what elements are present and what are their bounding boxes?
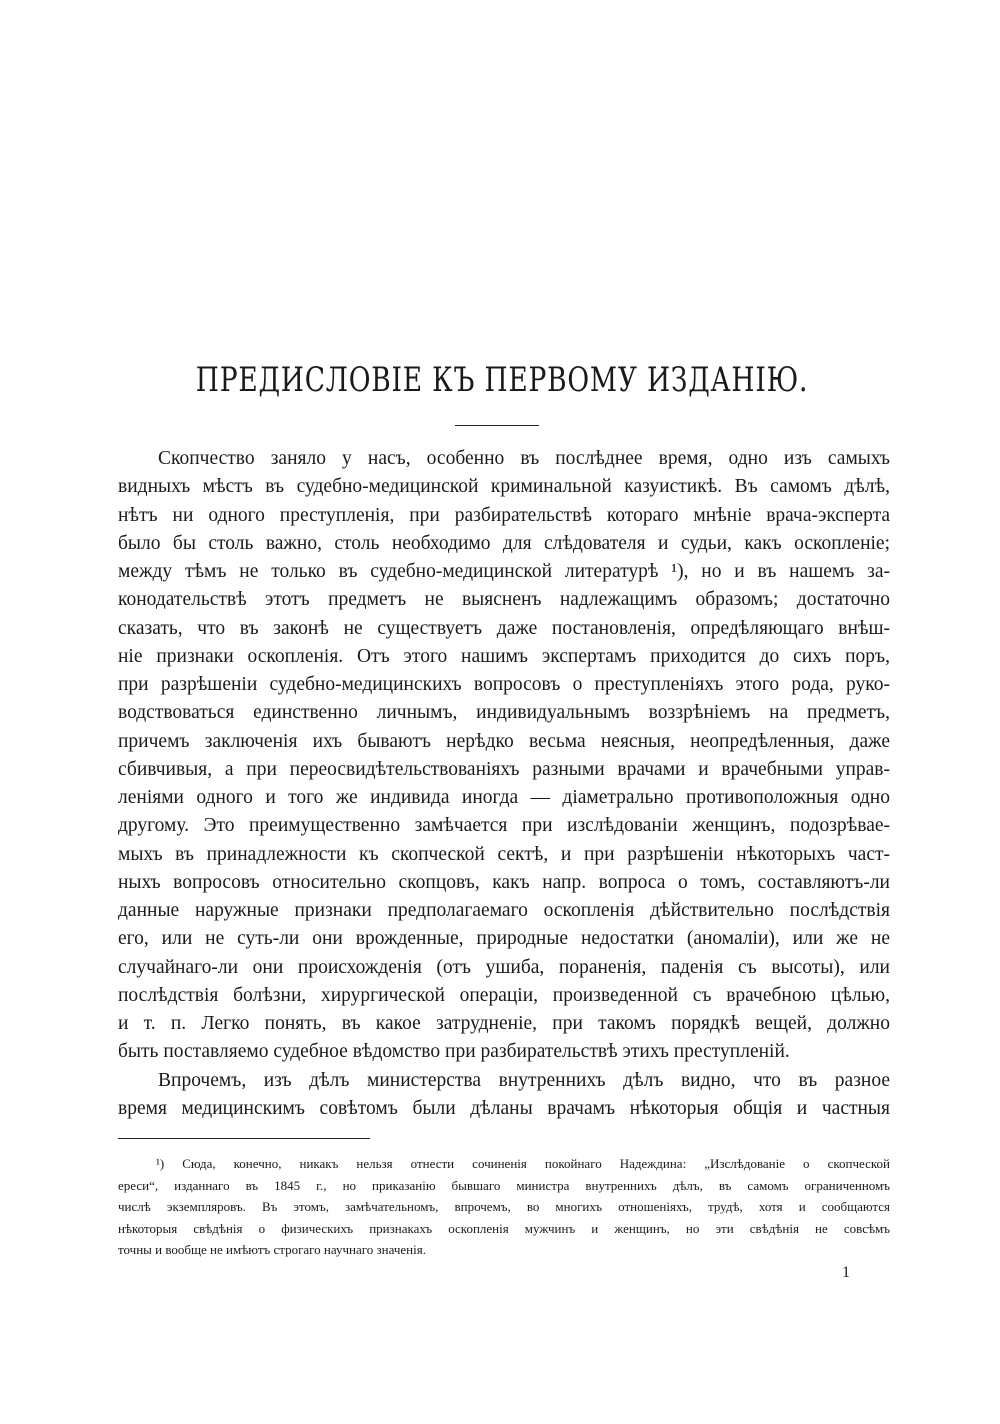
text-line: леніями одного и того же индивида иногда — діаметрально противоположныя одно — [118, 787, 890, 808]
text-line: Впрочемъ, изъ дѣлъ министерства внутреннихъ дѣлъ видно, что въ разное — [158, 1069, 890, 1091]
footnote-line: точны и вообще не имѣютъ строгаго научнаго значенія. — [118, 1242, 426, 1257]
text-line: и т. п. Легко понять, въ какое затрудненіе, при такомъ порядкѣ вещей, должно — [118, 1013, 890, 1034]
text-line: было бы столь важно, столь необходимо для слѣдователя и судьи, какъ оскопленіе; — [118, 532, 890, 554]
text-line: конодательствѣ этотъ предметъ не выясненъ надлежащимъ образомъ; достаточно — [118, 589, 890, 611]
footnote — [118, 1153, 890, 1261]
text-line: при разрѣшеніи судебно-медицинскихъ вопросовъ о преступленіяхъ этого рода, руко- — [118, 674, 890, 695]
text-line: данные наружные признаки предполагаемаго оскопленія дѣйствительно послѣдствія — [118, 900, 890, 921]
body-text — [118, 445, 890, 1123]
text-line: ныхъ вопросовъ относительно скопцовъ, какъ напр. вопроса о томъ, составляютъ-ли — [118, 871, 890, 893]
text-line: другому. Это преимущественно замѣчается при изслѣдованіи женщинъ, подозрѣвае- — [118, 815, 890, 837]
page-title: ПРЕДИСЛОВІЕ КЪ ПЕРВОМУ ИЗДАНІЮ. — [195, 360, 809, 400]
footnote-divider — [118, 1138, 370, 1139]
text-line: видныхъ мѣстъ въ судебно-медицинской криминальной казуистикѣ. Въ самомъ дѣлѣ, — [118, 476, 890, 498]
text-line: случайнаго-ли они происхожденія (отъ ушиба, пораненія, паденія съ высоты), или — [118, 956, 890, 978]
text-line: сказать, что въ законѣ не существуетъ даже постановленія, опредѣляющаго внѣш- — [118, 617, 890, 639]
page-number: 1 — [842, 1264, 850, 1281]
text-line: нѣтъ ни одного преступленія, при разбирательствѣ котораго мнѣніе врача-эксперта — [118, 504, 890, 526]
footnote-line: числѣ экземпляровъ. Въ этомъ, замѣчательномъ, впрочемъ, во многихъ отношеніяхъ, трудѣ, хотя и сообщаются — [118, 1199, 890, 1214]
footnote-line: ереси“, изданнаго въ 1845 г., но приказанію бывшаго министра внутреннихъ дѣлъ, въ самомъ ограниченномъ — [118, 1177, 890, 1193]
text-line: Скопчество заняло у насъ, особенно въ послѣднее время, одно изъ самыхъ — [158, 448, 890, 469]
text-line: между тѣмъ не только въ судебно-медицинской литературѣ ¹), но и въ нашемъ за- — [118, 561, 890, 582]
text-line: его, или не суть-ли они врожденные, природные недостатки (аномаліи), или же не — [118, 928, 890, 950]
text-line: время медицинскимъ совѣтомъ были дѣланы врачамъ нѣкоторыя общія и частныя — [118, 1097, 890, 1119]
text-line: ніе признаки оскопленія. Отъ этого нашимъ экспертамъ приходится до сихъ поръ, — [118, 645, 890, 667]
footnote-line: нѣкоторыя свѣдѣнія о физическихъ признакахъ оскопленія мужчинъ и женщинъ, но эти свѣдѣнія не совсѣмъ — [118, 1220, 890, 1236]
text-line: водствоваться единственно личнымъ, индивидуальнымъ воззрѣніемъ на предметъ, — [118, 702, 890, 724]
text-line: быть поставляемо судебное вѣдомство при разбирательствѣ этихъ преступленій. — [118, 1041, 790, 1063]
title-divider — [455, 425, 539, 426]
text-line: сбивчивыя, а при переосвидѣтельствованіяхъ разными врачами и врачебными управ- — [118, 758, 890, 780]
text-line: причемъ заключенія ихъ бываютъ нерѣдко весьма неясныя, неопредѣленныя, даже — [118, 730, 890, 752]
text-line: послѣдствія болѣзни, хирургической операціи, произведенной съ врачебною цѣлью, — [118, 984, 890, 1006]
footnote-line: ¹) Сюда, конечно, никакъ нельзя отнести сочиненія покойнаго Надеждина: „Изслѣдованіе о скопческой — [156, 1156, 890, 1171]
text-line: мыхъ въ принадлежности къ скопческой сектѣ, и при разрѣшеніи нѣкоторыхъ част- — [118, 843, 890, 865]
